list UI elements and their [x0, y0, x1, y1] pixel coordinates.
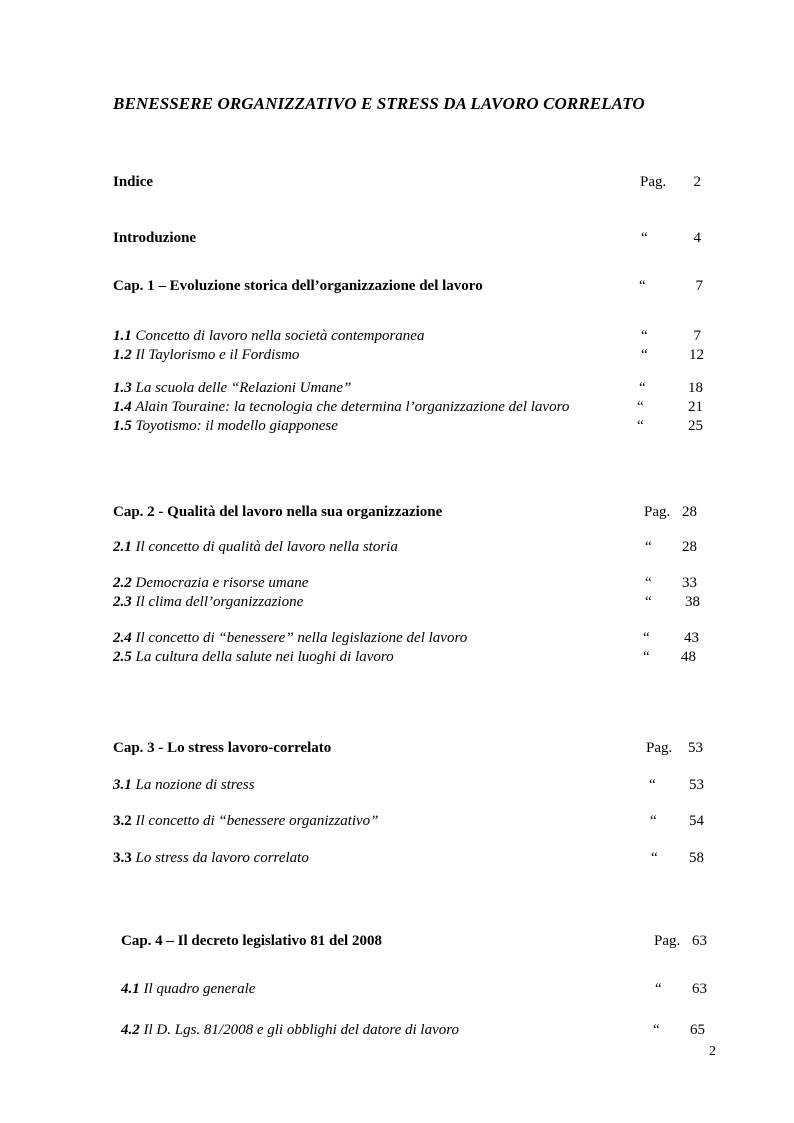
- document-title: BENESSERE ORGANIZZATIVO E STRESS DA LAVORO CORRELATO: [113, 94, 645, 113]
- toc-entry-text: Cap. 3 - Lo stress lavoro-correlato: [113, 740, 332, 756]
- toc-entry-text: [113, 629, 467, 647]
- toc-entry-text: [113, 379, 351, 397]
- toc-entry-title: La scuola delle “Relazioni Umane”: [131, 380, 352, 396]
- toc-entry-page-label: “: [643, 630, 650, 646]
- toc-entry-prefix: 2.4: [113, 630, 132, 646]
- toc-entry-page-label: “: [643, 649, 650, 665]
- toc-entry-title: La nozione di stress: [131, 777, 255, 793]
- toc-entry-text: [113, 593, 303, 611]
- toc-entry-page-label: Pag.: [644, 504, 671, 520]
- toc-entry-prefix: 4.1: [121, 981, 140, 997]
- toc-entry-page-label: “: [645, 539, 652, 555]
- toc-entry-prefix: 1.3: [113, 380, 132, 396]
- toc-entry-page-number: 33: [682, 575, 697, 591]
- toc-entry-title: La cultura della salute nei luoghi di lavoro: [131, 649, 394, 665]
- toc-entry-page-number: 12: [689, 347, 704, 363]
- toc-entry-title: Concetto di lavoro nella società contemporanea: [131, 328, 425, 344]
- toc-entry-title: Il quadro generale: [139, 981, 256, 997]
- toc-entry-page-label: “: [650, 813, 657, 829]
- toc-entry-page-label: Pag.: [654, 933, 681, 949]
- toc-entry-page-number: 25: [688, 418, 703, 434]
- toc-entry-title: Il concetto di “benessere organizzativo”: [131, 813, 379, 829]
- toc-entry-text: [113, 648, 394, 666]
- toc-entry-page-number: 53: [688, 740, 703, 756]
- toc-entry-title: Il clima dell’organizzazione: [131, 594, 304, 610]
- toc-entry-prefix: 1.1: [113, 328, 132, 344]
- toc-entry-page-label: “: [649, 777, 656, 793]
- toc-entry-prefix: 4.2: [121, 1022, 140, 1038]
- toc-entry-page-label: “: [653, 1022, 660, 1038]
- toc-entry-text: [113, 574, 308, 592]
- toc-entry-page-label: “: [645, 594, 652, 610]
- toc-entry-title: Il concetto di “benessere” nella legislazione del lavoro: [131, 630, 468, 646]
- toc-entry-page-label: “: [639, 278, 646, 294]
- toc-entry-page-label: “: [637, 399, 644, 415]
- toc-entry-prefix: 3.1: [113, 777, 132, 793]
- toc-entry-text: Cap. 2 - Qualità del lavoro nella sua organizzazione: [113, 504, 443, 520]
- toc-entry-page-number: 7: [693, 328, 701, 344]
- toc-entry-page-label: Pag.: [646, 740, 673, 756]
- toc-entry-prefix: 1.4: [113, 399, 132, 415]
- toc-entry-prefix: 1.5: [113, 418, 132, 434]
- toc-entry-page-number: 63: [692, 933, 707, 949]
- toc-entry-title: Alain Touraine: la tecnologia che determina l’organizzazione del lavoro: [131, 399, 570, 415]
- page-number: 2: [709, 1044, 716, 1059]
- toc-entry-page-label: “: [655, 981, 662, 997]
- toc-entry-text: Introduzione: [113, 230, 197, 246]
- toc-entry-prefix: 2.2: [113, 575, 132, 591]
- toc-entry-page-number: 54: [689, 813, 704, 829]
- toc-entry-title: Il D. Lgs. 81/2008 e gli obblighi del datore di lavoro: [139, 1022, 460, 1038]
- toc-entry-prefix: 3.3: [113, 850, 132, 866]
- toc-entry-prefix: 2.5: [113, 649, 132, 665]
- toc-entry-title: Democrazia e risorse umane: [131, 575, 309, 591]
- toc-entry-text: [113, 417, 338, 435]
- toc-entry-page-label: “: [637, 418, 644, 434]
- toc-entry-page-number: 63: [692, 981, 707, 997]
- toc-entry-text: Indice: [113, 174, 154, 190]
- toc-entry-page-number: 58: [689, 850, 704, 866]
- toc-entry-page-number: 21: [688, 399, 703, 415]
- toc-entry-page-number: 7: [695, 278, 703, 294]
- toc-entry-page-number: 18: [688, 380, 703, 396]
- toc-entry-text: Cap. 1 – Evoluzione storica dell’organizzazione del lavoro: [113, 278, 483, 294]
- toc-entry-title: Il concetto di qualità del lavoro nella storia: [131, 539, 398, 555]
- toc-entry-text: [121, 1021, 459, 1039]
- toc-entry-text: [113, 398, 569, 416]
- toc-entry-text: [121, 980, 255, 998]
- toc-entry-page-label: “: [641, 328, 648, 344]
- toc-entry-text: [113, 538, 398, 556]
- toc-entry-page-number: 28: [682, 504, 697, 520]
- toc-entry-title: Toyotismo: il modello giapponese: [131, 418, 338, 434]
- toc-entry-page-number: 53: [689, 777, 704, 793]
- toc-entry-page-label: “: [641, 347, 648, 363]
- toc-entry-prefix: 3.2: [113, 813, 132, 829]
- toc-entry-page-number: 65: [690, 1022, 705, 1038]
- toc-entry-text: [113, 776, 255, 794]
- toc-entry-page-number: 28: [682, 539, 697, 555]
- toc-entry-title: Lo stress da lavoro correlato: [131, 850, 309, 866]
- toc-entry-page-label: “: [641, 230, 648, 246]
- toc-entry-prefix: 2.1: [113, 539, 132, 555]
- toc-entry-page-label: Pag.: [640, 174, 667, 190]
- toc-entry-text: Cap. 4 – Il decreto legislativo 81 del 2008: [121, 933, 382, 949]
- toc-entry-page-label: “: [639, 380, 646, 396]
- toc-entry-page-number: 4: [693, 230, 701, 246]
- toc-entry-page-label: “: [651, 850, 658, 866]
- toc-entry-text: [113, 849, 309, 867]
- toc-entry-page-number: 2: [693, 174, 701, 190]
- toc-entry-title: Il Taylorismo e il Fordismo: [131, 347, 300, 363]
- toc-entry-text: [113, 346, 299, 364]
- toc-entry-prefix: 2.3: [113, 594, 132, 610]
- toc-entry-prefix: 1.2: [113, 347, 132, 363]
- toc-entry-page-number: 48: [681, 649, 696, 665]
- toc-entry-page-number: 38: [685, 594, 700, 610]
- toc-entry-text: [113, 812, 379, 830]
- toc-entry-page-label: “: [645, 575, 652, 591]
- toc-entry-text: [113, 327, 424, 345]
- toc-entry-page-number: 43: [684, 630, 699, 646]
